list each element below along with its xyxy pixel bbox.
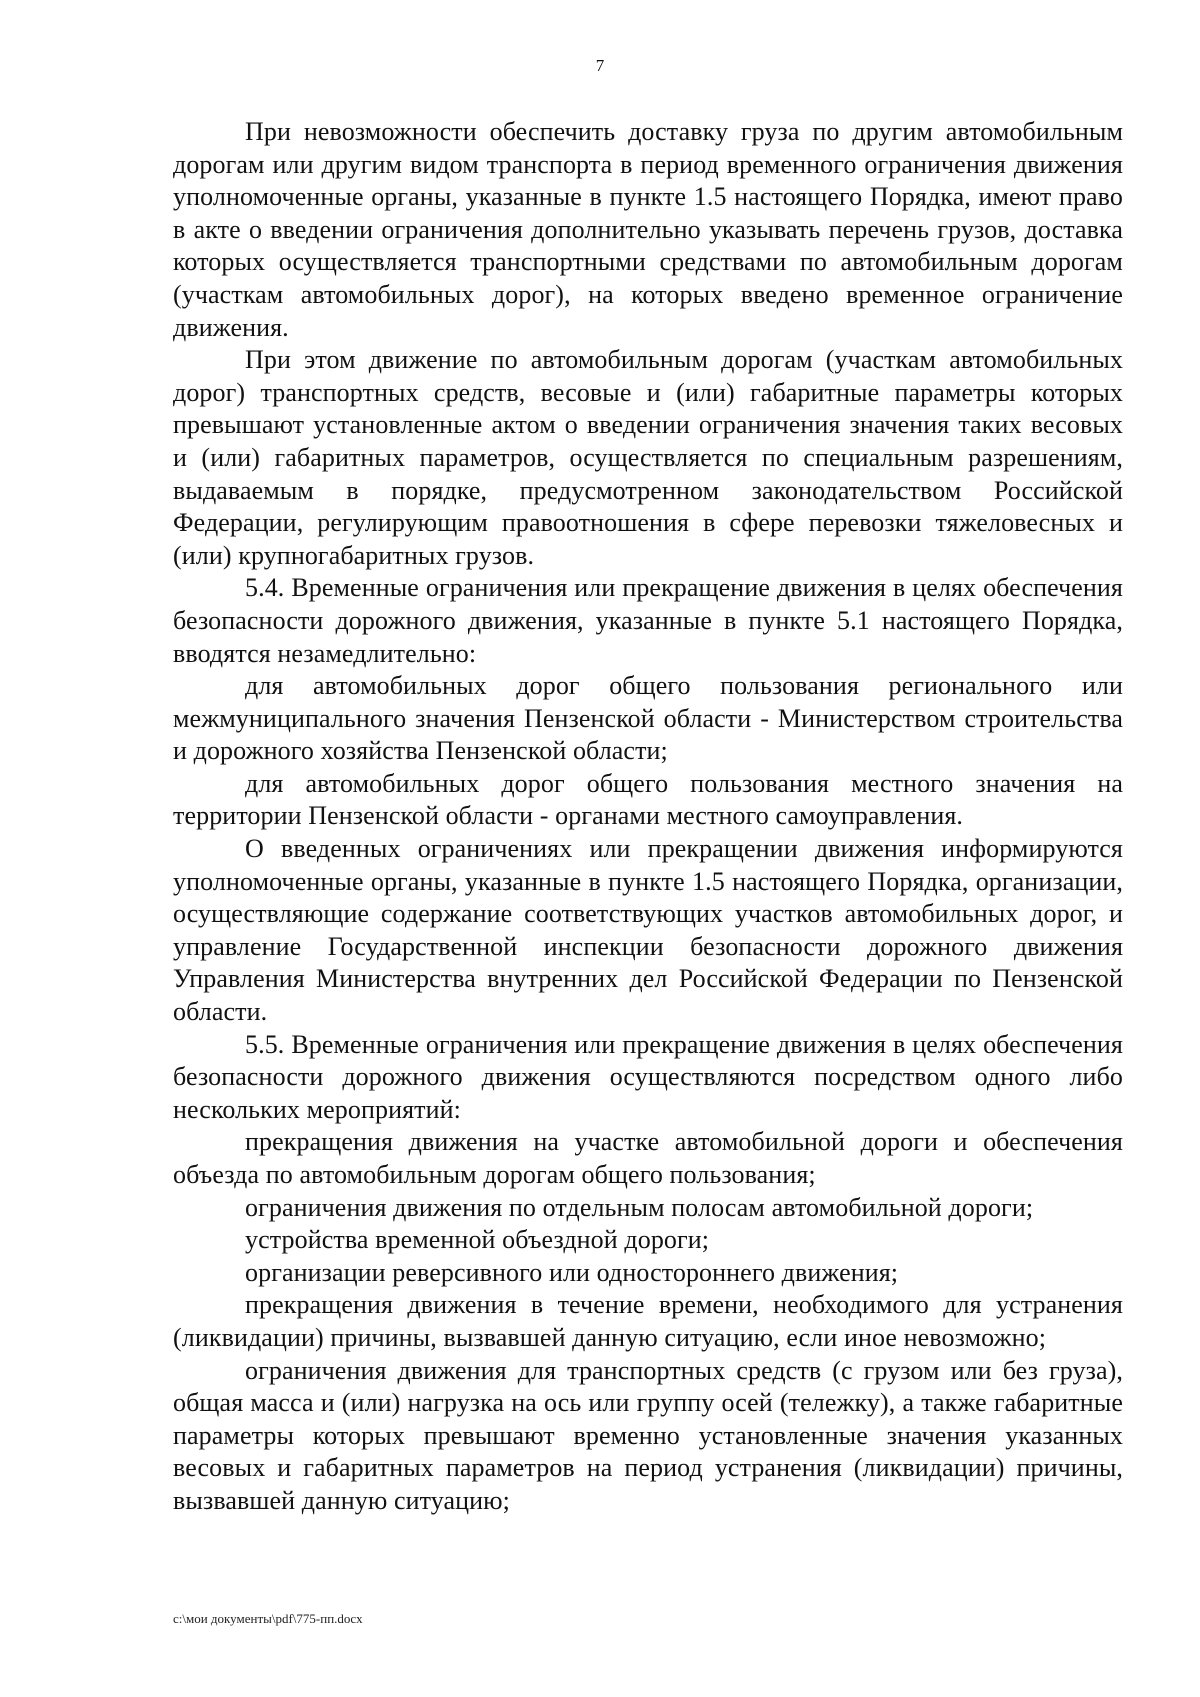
list-item-stop-traffic-detour: прекращения движения на участке автомобильной дороги и обеспечения объезда по автомобильным дорогам общего пользования; bbox=[173, 1127, 1123, 1189]
footer-file-path: c:\мои документы\pdf\775-пп.docx bbox=[173, 1611, 363, 1626]
list-item-stop-traffic-time: прекращения движения в течение времени, необходимого для устранения (ликвидации) причины, вызвавшей данную ситуацию, если иное невозможно; bbox=[173, 1290, 1123, 1352]
list-item-vehicle-limits: ограничения движения для транспортных средств (с грузом или без груза), общая масса и (или) нагрузка на ось или группу осей (тележку), а также габаритные параметры которых превышают временно установленные значения указанных весовых и габаритных параметров на период устранения (ликвидации) причины, вызвавшей данную ситуацию; bbox=[173, 1355, 1123, 1515]
list-item-reversible-traffic: организации реверсивного или одностороннего движения; bbox=[245, 1257, 899, 1287]
page-number: 7 bbox=[595, 56, 605, 75]
document-body bbox=[173, 116, 1123, 1518]
paragraph-local-roads: для автомобильных дорог общего пользования местного значения на территории Пензенской области - органами местного самоуправления. bbox=[173, 768, 1123, 831]
paragraph-regional-roads: для автомобильных дорог общего пользования регионального или межмуниципального значения Пензенской области - Министерством строительства и дорожного хозяйства Пензенской области; bbox=[173, 671, 1123, 766]
paragraph-section-5-4: 5.4. Временные ограничения или прекращение движения в целях обеспечения безопасности дорожного движения, указанные в пункте 5.1 настоящего Порядка, вводятся незамедлительно: bbox=[173, 573, 1123, 668]
paragraph-section-5-5: 5.5. Временные ограничения или прекращение движения в целях обеспечения безопасности дорожного движения осуществляются посредством одного либо нескольких мероприятий: bbox=[173, 1029, 1123, 1124]
list-item-lane-restriction: ограничения движения по отдельным полосам автомобильной дороги; bbox=[245, 1192, 1034, 1222]
list-item-temporary-detour: устройства временной объездной дороги; bbox=[245, 1225, 710, 1255]
paragraph-delivery-restriction: При невозможности обеспечить доставку груза по другим автомобильным дорогам или другим видом транспорта в период временного ограничения движения уполномоченные органы, указанные в пункте 1.5 настоящего Порядка, имеют право в акте о введении ограничения дополнительно указывать перечень грузов, доставка которых осуществляется транспортными средствами по автомобильным дорогам (участкам автомобильных дорог), на которых введено временное ограничение движения. bbox=[173, 117, 1123, 342]
paragraph-special-permits: При этом движение по автомобильным дорогам (участкам автомобильных дорог) транспортных средств, весовые и (или) габаритные параметры которых превышают установленные актом о введении ограничения значения таких весовых и (или) габаритных параметров, осуществляется по специальным разрешениям, выдаваемым в порядке, предусмотренном законодательством Российской Федерации, регулирующим правоотношения в сфере перевозки тяжеловесных и (или) крупногабаритных грузов. bbox=[173, 345, 1123, 570]
paragraph-notification: О введенных ограничениях или прекращении движения информируются уполномоченные органы, указанные в пункте 1.5 настоящего Порядка, организации, осуществляющие содержание соответствующих участков автомобильных дорог, и управление Государственной инспекции безопасности дорожного движения Управления Министерства внутренних дел Российской Федерации по Пензенской области. bbox=[173, 834, 1123, 1027]
